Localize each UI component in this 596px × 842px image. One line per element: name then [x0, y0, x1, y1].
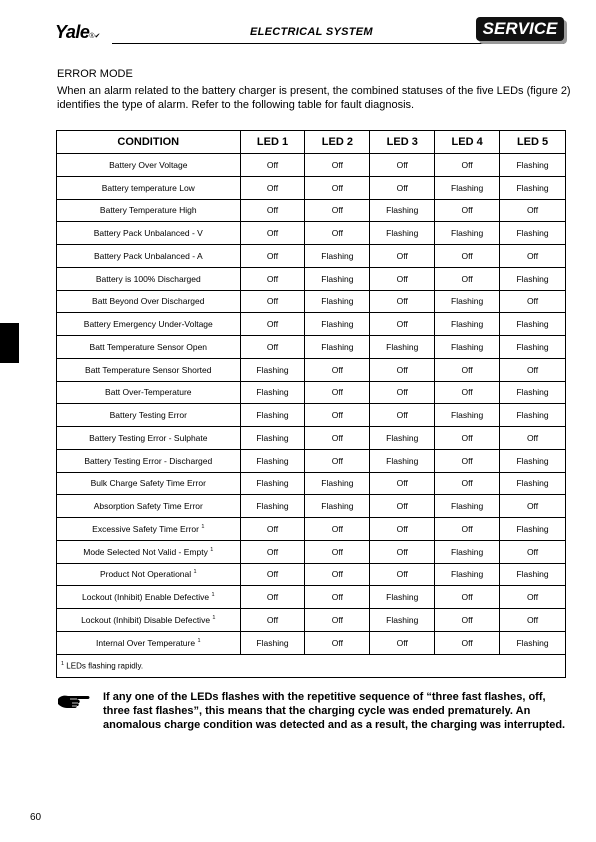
- section-title: ELECTRICAL SYSTEM: [250, 26, 373, 38]
- led-3-status: Flashing: [370, 199, 435, 222]
- led-5-status: Flashing: [500, 381, 566, 404]
- remark-text: If any one of the LEDs flashes with the repetitive sequence of “three fast flashes, off, three fast flashes”, this means that the charging cycle was ended prematurely. An anomalous charge condition was detected and as a result, the charging was interrupted.: [103, 691, 566, 731]
- led-5-status: Flashing: [500, 222, 566, 245]
- table-row: [57, 267, 566, 290]
- led-5-status: Flashing: [500, 176, 566, 199]
- table-row: [57, 154, 566, 177]
- led-4-status: Off: [435, 472, 500, 495]
- led-2-status: Flashing: [305, 290, 370, 313]
- led-5-status: Off: [500, 427, 566, 450]
- condition-cell: [57, 176, 241, 199]
- led-3-status: Flashing: [370, 427, 435, 450]
- led-4-status: Off: [435, 358, 500, 381]
- led-1-status: Flashing: [240, 495, 305, 518]
- led-1-status: Flashing: [240, 358, 305, 381]
- led-4-status: Flashing: [435, 495, 500, 518]
- led-4-status: Off: [435, 267, 500, 290]
- condition-cell: [57, 586, 241, 609]
- condition-label: Batt Temperature Sensor Open: [89, 341, 208, 352]
- led-4-status: Off: [435, 609, 500, 632]
- condition-label: Lockout (Inhibit) Enable Defective: [82, 592, 210, 603]
- table-row: [57, 199, 566, 222]
- table-row: [57, 176, 566, 199]
- led-1-status: Off: [240, 154, 305, 177]
- led-3-status: Off: [370, 540, 435, 563]
- led-1-status: Off: [240, 199, 305, 222]
- led-3-status: Off: [370, 154, 435, 177]
- led-1-status: Off: [240, 336, 305, 359]
- footnote-marker: 1: [193, 569, 197, 576]
- footnote-marker: 1: [212, 615, 216, 622]
- led-2-status: Off: [305, 222, 370, 245]
- condition-label: Absorption Safety Time Error: [93, 501, 203, 512]
- condition-label: Batt Temperature Sensor Shorted: [85, 364, 212, 375]
- section-heading: ERROR MODE: [57, 68, 133, 80]
- condition-cell: [57, 199, 241, 222]
- led-1-status: Off: [240, 290, 305, 313]
- condition-label: Battery temperature Low: [101, 182, 195, 193]
- footnote-text: LEDs flashing rapidly.: [66, 661, 144, 671]
- table-row: [57, 495, 566, 518]
- condition-label: Lockout (Inhibit) Disable Defective: [81, 614, 211, 625]
- table-body: [57, 154, 566, 678]
- led-5-status: Off: [500, 245, 566, 268]
- condition-label: Excessive Safety Time Error: [92, 523, 199, 534]
- led-4-status: Off: [435, 154, 500, 177]
- led-4-status: Flashing: [435, 290, 500, 313]
- footnote-marker: 1: [61, 660, 65, 667]
- led-3-status: Flashing: [370, 222, 435, 245]
- led-3-status: Flashing: [370, 609, 435, 632]
- led-5-status: Flashing: [500, 404, 566, 427]
- led-2-status: Off: [305, 427, 370, 450]
- led-4-status: Flashing: [435, 563, 500, 586]
- table-row: [57, 381, 566, 404]
- led-2-status: Flashing: [305, 313, 370, 336]
- condition-label: Battery Testing Error: [109, 410, 187, 421]
- led-3-status: Flashing: [370, 336, 435, 359]
- condition-cell: [57, 427, 241, 450]
- led-1-status: Off: [240, 540, 305, 563]
- led-5-status: Flashing: [500, 154, 566, 177]
- column-header-led-4: LED 4: [435, 131, 500, 154]
- led-2-status: Off: [305, 518, 370, 541]
- led-4-status: Off: [435, 427, 500, 450]
- led-3-status: Off: [370, 245, 435, 268]
- led-3-status: Off: [370, 495, 435, 518]
- led-1-status: Off: [240, 609, 305, 632]
- condition-label: Battery Testing Error - Sulphate: [89, 432, 208, 443]
- led-5-status: Flashing: [500, 336, 566, 359]
- led-2-status: Off: [305, 449, 370, 472]
- led-5-status: Off: [500, 358, 566, 381]
- condition-label: Battery Emergency Under-Voltage: [83, 319, 213, 330]
- led-4-status: Flashing: [435, 336, 500, 359]
- table-row: [57, 358, 566, 381]
- table-row: [57, 609, 566, 632]
- condition-label: Product Not Operational: [99, 569, 192, 580]
- led-2-status: Flashing: [305, 245, 370, 268]
- condition-label: Bulk Charge Safety Time Error: [90, 478, 206, 489]
- led-5-status: Flashing: [500, 313, 566, 336]
- condition-cell: [57, 245, 241, 268]
- fault-table: [56, 130, 566, 678]
- led-5-status: Flashing: [500, 267, 566, 290]
- led-2-status: Flashing: [305, 267, 370, 290]
- condition-label: Battery Pack Unbalanced - V: [93, 228, 203, 239]
- condition-label: Battery Testing Error - Discharged: [84, 455, 213, 466]
- table-footnote: [57, 654, 566, 677]
- table-row: [57, 404, 566, 427]
- footnote-marker: 1: [197, 637, 201, 644]
- table-row: [57, 540, 566, 563]
- section-side-tab: [0, 323, 19, 363]
- led-4-status: Flashing: [435, 313, 500, 336]
- led-5-status: Flashing: [500, 631, 566, 654]
- led-4-status: Off: [435, 245, 500, 268]
- table-row: [57, 449, 566, 472]
- footnote-marker: 1: [210, 546, 214, 553]
- condition-cell: [57, 449, 241, 472]
- led-1-status: Flashing: [240, 449, 305, 472]
- led-4-status: Off: [435, 518, 500, 541]
- column-header-led-2: LED 2: [305, 131, 370, 154]
- led-5-status: Flashing: [500, 472, 566, 495]
- condition-cell: [57, 154, 241, 177]
- condition-cell: [57, 631, 241, 654]
- led-2-status: Off: [305, 176, 370, 199]
- table-row: [57, 563, 566, 586]
- led-3-status: Flashing: [370, 586, 435, 609]
- led-4-status: Off: [435, 631, 500, 654]
- led-2-status: Off: [305, 404, 370, 427]
- led-3-status: Off: [370, 404, 435, 427]
- led-2-status: Off: [305, 540, 370, 563]
- column-header-led-3: LED 3: [370, 131, 435, 154]
- condition-cell: [57, 404, 241, 427]
- table-row: [57, 313, 566, 336]
- led-2-status: Flashing: [305, 336, 370, 359]
- led-1-status: Flashing: [240, 381, 305, 404]
- led-3-status: Off: [370, 563, 435, 586]
- page-number: 60: [30, 812, 42, 823]
- led-5-status: Flashing: [500, 563, 566, 586]
- table-row: [57, 336, 566, 359]
- led-4-status: Off: [435, 199, 500, 222]
- led-3-status: Off: [370, 358, 435, 381]
- led-2-status: Flashing: [305, 472, 370, 495]
- led-2-status: Off: [305, 609, 370, 632]
- condition-label: Batt Beyond Over Discharged: [92, 296, 205, 307]
- led-1-status: Flashing: [240, 427, 305, 450]
- condition-cell: [57, 540, 241, 563]
- condition-cell: [57, 472, 241, 495]
- footnote-marker: 1: [201, 524, 205, 531]
- condition-label: Battery Pack Unbalanced - A: [93, 250, 203, 261]
- led-3-status: Off: [370, 290, 435, 313]
- led-3-status: Off: [370, 381, 435, 404]
- led-4-status: Off: [435, 586, 500, 609]
- column-header-condition: CONDITION: [57, 131, 241, 154]
- led-3-status: Off: [370, 631, 435, 654]
- led-1-status: Flashing: [240, 631, 305, 654]
- condition-cell: [57, 336, 241, 359]
- yale-logo: [55, 22, 100, 43]
- led-2-status: Off: [305, 563, 370, 586]
- condition-cell: [57, 495, 241, 518]
- led-3-status: Flashing: [370, 449, 435, 472]
- column-header-led-5: LED 5: [500, 131, 566, 154]
- table-row: [57, 290, 566, 313]
- led-2-status: Flashing: [305, 495, 370, 518]
- led-1-status: Off: [240, 222, 305, 245]
- led-1-status: Off: [240, 563, 305, 586]
- condition-cell: [57, 358, 241, 381]
- led-4-status: Flashing: [435, 404, 500, 427]
- condition-label: Battery is 100% Discharged: [95, 273, 201, 284]
- condition-cell: [57, 313, 241, 336]
- table-header-row: [57, 131, 566, 154]
- service-badge: SERVICE: [476, 17, 564, 41]
- condition-cell: [57, 381, 241, 404]
- led-5-status: Flashing: [500, 449, 566, 472]
- condition-label: Battery Over Voltage: [109, 159, 188, 170]
- led-1-status: Off: [240, 518, 305, 541]
- page-header: [0, 0, 596, 50]
- led-3-status: Off: [370, 518, 435, 541]
- led-2-status: Off: [305, 631, 370, 654]
- led-1-status: Off: [240, 245, 305, 268]
- led-5-status: Off: [500, 609, 566, 632]
- table-row: [57, 518, 566, 541]
- led-2-status: Off: [305, 381, 370, 404]
- table-row: [57, 472, 566, 495]
- led-3-status: Off: [370, 267, 435, 290]
- condition-cell: [57, 563, 241, 586]
- condition-cell: [57, 609, 241, 632]
- led-1-status: Flashing: [240, 472, 305, 495]
- led-1-status: Off: [240, 267, 305, 290]
- condition-label: Internal Over Temperature: [96, 637, 196, 648]
- table-row: [57, 245, 566, 268]
- led-2-status: Off: [305, 199, 370, 222]
- condition-cell: [57, 290, 241, 313]
- led-4-status: Flashing: [435, 540, 500, 563]
- condition-label: Mode Selected Not Valid - Empty: [83, 546, 208, 557]
- led-1-status: Off: [240, 313, 305, 336]
- led-4-status: Flashing: [435, 222, 500, 245]
- led-3-status: Off: [370, 472, 435, 495]
- led-2-status: Off: [305, 586, 370, 609]
- led-5-status: Flashing: [500, 518, 566, 541]
- led-2-status: Off: [305, 358, 370, 381]
- led-4-status: Flashing: [435, 176, 500, 199]
- led-1-status: Off: [240, 586, 305, 609]
- led-5-status: Off: [500, 290, 566, 313]
- condition-label: Batt Over-Temperature: [105, 387, 192, 398]
- led-5-status: Off: [500, 199, 566, 222]
- condition-cell: [57, 267, 241, 290]
- table-row: [57, 427, 566, 450]
- led-4-status: Off: [435, 381, 500, 404]
- pointing-hand-icon: [57, 693, 91, 709]
- led-5-status: Off: [500, 540, 566, 563]
- table-row: [57, 586, 566, 609]
- intro-paragraph: When an alarm related to the battery charger is present, the combined statuses of the five LEDs (figure 2) identifies the type of alarm. Refer to the following table for fault diagnosis.: [57, 85, 571, 111]
- footnote-marker: 1: [211, 592, 215, 599]
- led-1-status: Off: [240, 176, 305, 199]
- table-row: [57, 631, 566, 654]
- column-header-led-1: LED 1: [240, 131, 305, 154]
- table-footnote-row: [57, 654, 566, 677]
- table-row: [57, 222, 566, 245]
- led-3-status: Off: [370, 176, 435, 199]
- condition-label: Battery Temperature High: [99, 205, 197, 216]
- condition-cell: [57, 518, 241, 541]
- led-1-status: Flashing: [240, 404, 305, 427]
- logo-text: Yale: [55, 22, 90, 42]
- led-4-status: Off: [435, 449, 500, 472]
- condition-cell: [57, 222, 241, 245]
- led-3-status: Off: [370, 313, 435, 336]
- led-5-status: Off: [500, 495, 566, 518]
- logo-suffix: ®✔: [89, 33, 101, 40]
- led-5-status: Off: [500, 586, 566, 609]
- led-2-status: Off: [305, 154, 370, 177]
